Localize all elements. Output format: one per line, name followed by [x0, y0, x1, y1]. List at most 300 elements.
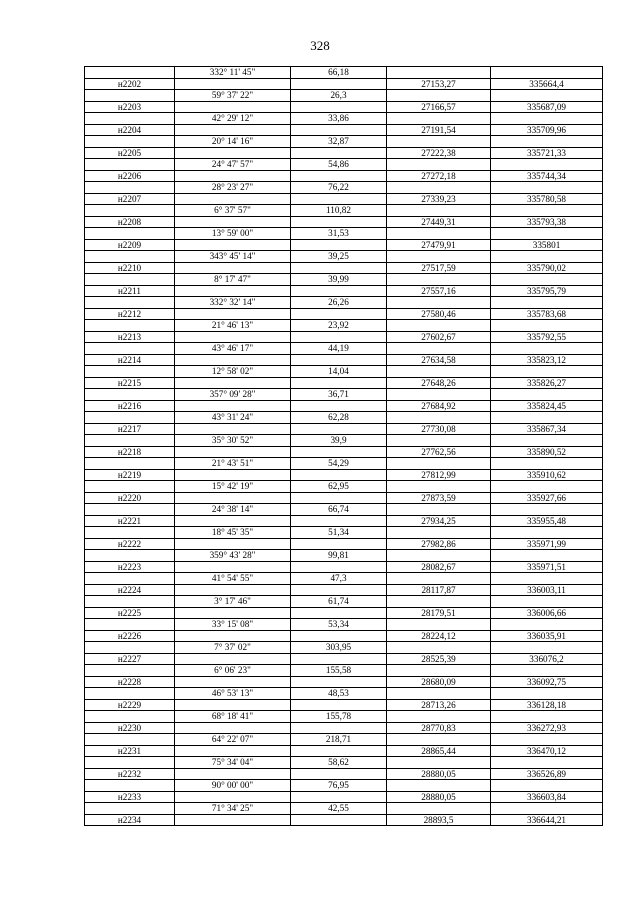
- empty-cell: [387, 481, 491, 493]
- segment-row: [85, 274, 603, 286]
- empty-cell: [85, 734, 175, 746]
- empty-cell: [291, 607, 387, 619]
- direction-angle: 64° 22' 07": [175, 734, 291, 746]
- empty-cell: [85, 711, 175, 723]
- segment-length: 110,82: [291, 205, 387, 217]
- empty-cell: [387, 205, 491, 217]
- x-coordinate: 28082,67: [387, 561, 491, 573]
- x-coordinate: 28713,26: [387, 699, 491, 711]
- segment-row: [85, 182, 603, 194]
- direction-angle: 46° 53' 13": [175, 688, 291, 700]
- empty-cell: [387, 458, 491, 470]
- y-coordinate: 336128,18: [491, 699, 603, 711]
- empty-cell: [175, 492, 291, 504]
- segment-length: 76,22: [291, 182, 387, 194]
- empty-cell: [291, 124, 387, 136]
- y-coordinate: 335721,33: [491, 147, 603, 159]
- y-coordinate: 335709,96: [491, 124, 603, 136]
- empty-cell: [175, 331, 291, 343]
- y-coordinate: 336470,12: [491, 745, 603, 757]
- segment-length: 39,25: [291, 251, 387, 263]
- direction-angle: 33° 15' 08": [175, 619, 291, 631]
- empty-cell: [491, 182, 603, 194]
- x-coordinate: 27580,46: [387, 308, 491, 320]
- segment-row: [85, 504, 603, 516]
- point-row: [85, 423, 603, 435]
- direction-angle: 20° 14' 16": [175, 136, 291, 148]
- direction-angle: 12° 58' 02": [175, 366, 291, 378]
- x-coordinate: 27648,26: [387, 377, 491, 389]
- point-name: н2213: [85, 331, 175, 343]
- empty-cell: [291, 285, 387, 297]
- segment-row: [85, 619, 603, 631]
- point-row: [85, 377, 603, 389]
- empty-cell: [175, 354, 291, 366]
- segment-length: 33,86: [291, 113, 387, 125]
- x-coordinate: 27191,54: [387, 124, 491, 136]
- y-coordinate: 336603,84: [491, 791, 603, 803]
- direction-angle: 71° 34' 25": [175, 803, 291, 815]
- empty-cell: [387, 366, 491, 378]
- y-coordinate: 336035,91: [491, 630, 603, 642]
- empty-cell: [85, 274, 175, 286]
- segment-length: 26,26: [291, 297, 387, 309]
- segment-row: [85, 228, 603, 240]
- empty-cell: [85, 136, 175, 148]
- empty-cell: [291, 722, 387, 734]
- direction-angle: 359° 43' 28": [175, 550, 291, 562]
- x-coordinate: 28117,87: [387, 584, 491, 596]
- empty-cell: [85, 596, 175, 608]
- empty-cell: [491, 504, 603, 516]
- empty-cell: [175, 216, 291, 228]
- point-name: н2209: [85, 239, 175, 251]
- empty-cell: [175, 469, 291, 481]
- point-row: [85, 722, 603, 734]
- y-coordinate: 335795,79: [491, 285, 603, 297]
- direction-angle: 42° 29' 12": [175, 113, 291, 125]
- empty-cell: [85, 458, 175, 470]
- empty-cell: [85, 780, 175, 792]
- segment-length: 66,74: [291, 504, 387, 516]
- x-coordinate: 27602,67: [387, 331, 491, 343]
- x-coordinate: 28865,44: [387, 745, 491, 757]
- empty-cell: [291, 561, 387, 573]
- empty-cell: [387, 113, 491, 125]
- point-row: [85, 630, 603, 642]
- point-name: н2223: [85, 561, 175, 573]
- empty-cell: [85, 757, 175, 769]
- x-coordinate: 27812,99: [387, 469, 491, 481]
- direction-angle: 90° 00' 00": [175, 780, 291, 792]
- segment-length: 62,95: [291, 481, 387, 493]
- point-row: [85, 653, 603, 665]
- point-row: [85, 170, 603, 182]
- empty-cell: [387, 734, 491, 746]
- empty-cell: [387, 665, 491, 677]
- empty-cell: [85, 688, 175, 700]
- empty-cell: [491, 757, 603, 769]
- empty-cell: [491, 90, 603, 102]
- direction-angle: 41° 54' 55": [175, 573, 291, 585]
- point-name: н2230: [85, 722, 175, 734]
- segment-row: [85, 412, 603, 424]
- y-coordinate: 335971,51: [491, 561, 603, 573]
- empty-cell: [85, 412, 175, 424]
- empty-cell: [291, 446, 387, 458]
- segment-row: [85, 90, 603, 102]
- point-row: [85, 147, 603, 159]
- empty-cell: [85, 251, 175, 263]
- direction-angle: 24° 47' 57": [175, 159, 291, 171]
- segment-row: [85, 481, 603, 493]
- empty-cell: [387, 274, 491, 286]
- empty-cell: [491, 205, 603, 217]
- direction-angle: 75° 34' 04": [175, 757, 291, 769]
- direction-angle: 28° 23' 27": [175, 182, 291, 194]
- empty-cell: [85, 113, 175, 125]
- empty-cell: [387, 297, 491, 309]
- empty-cell: [491, 366, 603, 378]
- direction-angle: 13° 59' 00": [175, 228, 291, 240]
- coordinates-table-body: [85, 67, 603, 826]
- segment-row: [85, 780, 603, 792]
- coordinates-table: [84, 66, 603, 826]
- empty-cell: [85, 228, 175, 240]
- y-coordinate: 335801: [491, 239, 603, 251]
- point-name: н2222: [85, 538, 175, 550]
- empty-cell: [387, 320, 491, 332]
- empty-cell: [491, 113, 603, 125]
- empty-cell: [291, 814, 387, 826]
- empty-cell: [175, 124, 291, 136]
- segment-row: [85, 159, 603, 171]
- x-coordinate: 28880,05: [387, 791, 491, 803]
- segment-length: 26,3: [291, 90, 387, 102]
- empty-cell: [291, 101, 387, 113]
- empty-cell: [175, 78, 291, 90]
- x-coordinate: 27873,59: [387, 492, 491, 504]
- empty-cell: [175, 653, 291, 665]
- empty-cell: [491, 228, 603, 240]
- x-coordinate: 27339,23: [387, 193, 491, 205]
- empty-cell: [175, 745, 291, 757]
- segment-row: [85, 435, 603, 447]
- empty-cell: [491, 159, 603, 171]
- segment-row: [85, 803, 603, 815]
- segment-row: [85, 665, 603, 677]
- point-row: [85, 193, 603, 205]
- x-coordinate: 28680,09: [387, 676, 491, 688]
- y-coordinate: 335824,45: [491, 400, 603, 412]
- empty-cell: [387, 573, 491, 585]
- segment-length: 32,87: [291, 136, 387, 148]
- point-name: н2215: [85, 377, 175, 389]
- empty-cell: [291, 584, 387, 596]
- point-name: н2218: [85, 446, 175, 458]
- y-coordinate: 336272,93: [491, 722, 603, 734]
- empty-cell: [175, 285, 291, 297]
- empty-cell: [387, 67, 491, 79]
- empty-cell: [387, 182, 491, 194]
- empty-cell: [175, 377, 291, 389]
- empty-cell: [85, 481, 175, 493]
- y-coordinate: 335910,62: [491, 469, 603, 481]
- empty-cell: [175, 768, 291, 780]
- empty-cell: [175, 791, 291, 803]
- point-row: [85, 745, 603, 757]
- empty-cell: [291, 699, 387, 711]
- x-coordinate: 27153,27: [387, 78, 491, 90]
- empty-cell: [491, 665, 603, 677]
- point-row: [85, 607, 603, 619]
- y-coordinate: 336006,66: [491, 607, 603, 619]
- point-row: [85, 285, 603, 297]
- x-coordinate: 27272,18: [387, 170, 491, 182]
- empty-cell: [387, 90, 491, 102]
- empty-cell: [85, 159, 175, 171]
- direction-angle: 332° 32' 14": [175, 297, 291, 309]
- segment-row: [85, 389, 603, 401]
- point-name: н2232: [85, 768, 175, 780]
- x-coordinate: 27449,31: [387, 216, 491, 228]
- direction-angle: 18° 45' 35": [175, 527, 291, 539]
- direction-angle: 357° 09' 28": [175, 389, 291, 401]
- empty-cell: [387, 136, 491, 148]
- empty-cell: [85, 366, 175, 378]
- empty-cell: [491, 251, 603, 263]
- point-name: н2217: [85, 423, 175, 435]
- point-name: н2211: [85, 285, 175, 297]
- empty-cell: [85, 182, 175, 194]
- empty-cell: [291, 469, 387, 481]
- x-coordinate: 27934,25: [387, 515, 491, 527]
- y-coordinate: 335780,58: [491, 193, 603, 205]
- x-coordinate: 28179,51: [387, 607, 491, 619]
- empty-cell: [85, 573, 175, 585]
- x-coordinate: 27730,08: [387, 423, 491, 435]
- empty-cell: [175, 239, 291, 251]
- point-row: [85, 262, 603, 274]
- segment-length: 303,95: [291, 642, 387, 654]
- empty-cell: [175, 193, 291, 205]
- y-coordinate: 335783,68: [491, 308, 603, 320]
- y-coordinate: 335823,12: [491, 354, 603, 366]
- point-name: н2226: [85, 630, 175, 642]
- empty-cell: [387, 412, 491, 424]
- x-coordinate: 28880,05: [387, 768, 491, 780]
- segment-row: [85, 573, 603, 585]
- segment-row: [85, 297, 603, 309]
- empty-cell: [175, 699, 291, 711]
- direction-angle: 6° 37' 57": [175, 205, 291, 217]
- point-name: н2225: [85, 607, 175, 619]
- empty-cell: [85, 803, 175, 815]
- direction-angle: 68° 18' 41": [175, 711, 291, 723]
- point-name: н2214: [85, 354, 175, 366]
- empty-cell: [387, 343, 491, 355]
- point-name: н2204: [85, 124, 175, 136]
- empty-cell: [491, 803, 603, 815]
- empty-cell: [491, 550, 603, 562]
- empty-cell: [175, 584, 291, 596]
- segment-length: 31,53: [291, 228, 387, 240]
- point-name: н2212: [85, 308, 175, 320]
- segment-length: 76,95: [291, 780, 387, 792]
- segment-length: 39,99: [291, 274, 387, 286]
- point-name: н2207: [85, 193, 175, 205]
- empty-cell: [175, 676, 291, 688]
- x-coordinate: 28893,5: [387, 814, 491, 826]
- empty-cell: [291, 331, 387, 343]
- empty-cell: [85, 389, 175, 401]
- segment-row: [85, 711, 603, 723]
- empty-cell: [85, 665, 175, 677]
- empty-cell: [175, 262, 291, 274]
- point-row: [85, 561, 603, 573]
- empty-cell: [491, 573, 603, 585]
- segment-length: 61,74: [291, 596, 387, 608]
- empty-cell: [387, 780, 491, 792]
- empty-cell: [291, 768, 387, 780]
- empty-cell: [387, 504, 491, 516]
- point-row: [85, 216, 603, 228]
- empty-cell: [291, 193, 387, 205]
- empty-cell: [387, 527, 491, 539]
- empty-cell: [387, 251, 491, 263]
- segment-length: 54,29: [291, 458, 387, 470]
- empty-cell: [291, 676, 387, 688]
- direction-angle: 43° 31' 24": [175, 412, 291, 424]
- empty-cell: [291, 377, 387, 389]
- empty-cell: [491, 136, 603, 148]
- y-coordinate: 335790,02: [491, 262, 603, 274]
- point-name: н2208: [85, 216, 175, 228]
- y-coordinate: 335955,48: [491, 515, 603, 527]
- empty-cell: [175, 101, 291, 113]
- point-row: [85, 239, 603, 251]
- empty-cell: [175, 561, 291, 573]
- empty-cell: [291, 216, 387, 228]
- point-row: [85, 101, 603, 113]
- empty-cell: [175, 515, 291, 527]
- direction-angle: 15° 42' 19": [175, 481, 291, 493]
- segment-length: 23,92: [291, 320, 387, 332]
- segment-length: 54,86: [291, 159, 387, 171]
- empty-cell: [291, 515, 387, 527]
- empty-cell: [291, 791, 387, 803]
- x-coordinate: 27517,59: [387, 262, 491, 274]
- point-row: [85, 768, 603, 780]
- segment-length: 42,55: [291, 803, 387, 815]
- y-coordinate: 335793,38: [491, 216, 603, 228]
- empty-cell: [85, 504, 175, 516]
- point-name: н2206: [85, 170, 175, 182]
- empty-cell: [491, 412, 603, 424]
- empty-cell: [291, 745, 387, 757]
- point-name: н2219: [85, 469, 175, 481]
- segment-row: [85, 136, 603, 148]
- segment-row: [85, 251, 603, 263]
- empty-cell: [85, 297, 175, 309]
- point-name: н2202: [85, 78, 175, 90]
- segment-row: [85, 343, 603, 355]
- empty-cell: [387, 803, 491, 815]
- y-coordinate: 336644,21: [491, 814, 603, 826]
- direction-angle: 24° 38' 14": [175, 504, 291, 516]
- empty-cell: [85, 205, 175, 217]
- point-row: [85, 791, 603, 803]
- point-name: н2234: [85, 814, 175, 826]
- y-coordinate: 335792,55: [491, 331, 603, 343]
- segment-row: [85, 550, 603, 562]
- empty-cell: [291, 400, 387, 412]
- direction-angle: 343° 45' 14": [175, 251, 291, 263]
- y-coordinate: 335826,27: [491, 377, 603, 389]
- y-coordinate: 335664,4: [491, 78, 603, 90]
- point-row: [85, 492, 603, 504]
- segment-length: 218,71: [291, 734, 387, 746]
- point-row: [85, 446, 603, 458]
- y-coordinate: 336092,75: [491, 676, 603, 688]
- empty-cell: [85, 435, 175, 447]
- point-row: [85, 584, 603, 596]
- y-coordinate: 335867,34: [491, 423, 603, 435]
- segment-length: 99,81: [291, 550, 387, 562]
- empty-cell: [491, 527, 603, 539]
- direction-angle: 35° 30' 52": [175, 435, 291, 447]
- segment-row: [85, 596, 603, 608]
- point-name: н2229: [85, 699, 175, 711]
- empty-cell: [491, 274, 603, 286]
- y-coordinate: 335927,66: [491, 492, 603, 504]
- empty-cell: [85, 320, 175, 332]
- y-coordinate: 335687,09: [491, 101, 603, 113]
- empty-cell: [175, 400, 291, 412]
- segment-row: [85, 688, 603, 700]
- empty-cell: [491, 320, 603, 332]
- segment-length: 14,04: [291, 366, 387, 378]
- empty-cell: [491, 458, 603, 470]
- point-name: н2220: [85, 492, 175, 504]
- segment-length: 39,9: [291, 435, 387, 447]
- empty-cell: [291, 630, 387, 642]
- segment-length: 48,53: [291, 688, 387, 700]
- point-name: н2203: [85, 101, 175, 113]
- empty-cell: [291, 262, 387, 274]
- empty-cell: [291, 354, 387, 366]
- direction-angle: 7° 37' 02": [175, 642, 291, 654]
- empty-cell: [491, 596, 603, 608]
- segment-length: 47,3: [291, 573, 387, 585]
- segment-length: 155,78: [291, 711, 387, 723]
- empty-cell: [85, 619, 175, 631]
- empty-cell: [175, 170, 291, 182]
- point-row: [85, 78, 603, 90]
- empty-cell: [491, 481, 603, 493]
- empty-cell: [491, 343, 603, 355]
- point-name: н2216: [85, 400, 175, 412]
- empty-cell: [491, 297, 603, 309]
- point-row: [85, 400, 603, 412]
- segment-row: [85, 320, 603, 332]
- empty-cell: [85, 343, 175, 355]
- point-row: [85, 469, 603, 481]
- x-coordinate: 27762,56: [387, 446, 491, 458]
- point-name: н2210: [85, 262, 175, 274]
- empty-cell: [387, 596, 491, 608]
- empty-cell: [491, 780, 603, 792]
